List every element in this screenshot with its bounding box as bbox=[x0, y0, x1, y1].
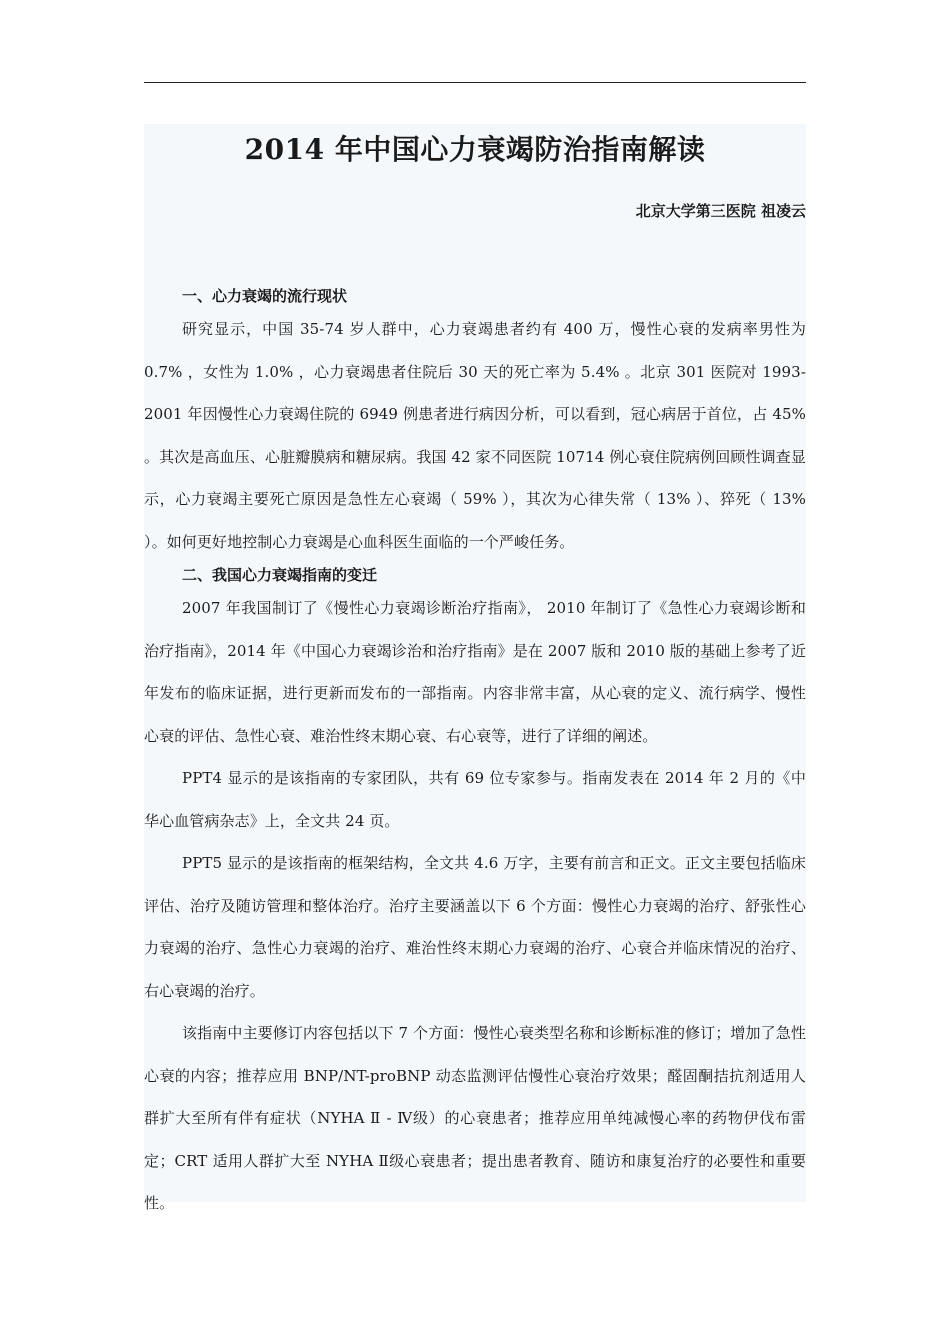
article-text bbox=[144, 284, 806, 1225]
paragraph-prevalence: 研究显示，中国 35-74 岁人群中，心力衰竭患者约有 400 万，慢性心衰的发病率男性为 0.7% ，女性为 1.0% ，心力衰竭患者住院后 30 天的死亡率为 5.4% 。北京 301 医院对 1993-2001 年因慢性心力衰竭住院的 6949 例患者进行病因分析，可以看到，冠心病居于首位，占 45% 。其次是高血压、心脏瓣膜病和糖尿病。我国 42 家不同医院 10714 例心衰住院病例回顾性调查显示，心力衰竭主要死亡原因是急性左心衰竭（ 59% ），其次为心律失常（ 13% ）、猝死（ 13% ）。如何更好地控制心力衰竭是心血科医生面临的一个严峻任务。 bbox=[144, 320, 806, 551]
paragraph-expert-team: PPT4 显示的是该指南的专家团队，共有 69 位专家参与。指南发表在 2014 年 2 月的《中华心血管病杂志》上，全文共 24 页。 bbox=[144, 769, 806, 830]
page-title: 2014 年中国心力衰竭防治指南解读 bbox=[244, 133, 706, 166]
header-rule bbox=[144, 82, 806, 83]
section-heading-prevalence: 一、心力衰竭的流行现状 bbox=[182, 287, 348, 305]
paragraph-framework: PPT5 显示的是该指南的框架结构，全文共 4.6 万字，主要有前言和正文。正文主要包括临床评估、治疗及随访管理和整体治疗。治疗主要涵盖以下 6 个方面：慢性心力衰竭的治疗、舒张性心力衰竭的治疗、急性心力衰竭的治疗、难治性终末期心力衰竭的治疗、心衰合并临床情况的治疗、右心衰竭的治疗。 bbox=[144, 854, 806, 1000]
section-heading-guideline-history: 二、我国心力衰竭指南的变迁 bbox=[182, 566, 378, 584]
article-body bbox=[144, 124, 806, 1212]
paragraph-guideline-history: 2007 年我国制订了《慢性心力衰竭诊断治疗指南》， 2010 年制订了《急性心力衰竭诊断和治疗指南》，2014 年《中国心力衰竭诊治和治疗指南》是在 2007 版和 2010 版的基础上参考了近年发布的临床证据，进行更新而发布的一部指南。内容非常丰富，从心衰的定义、流行病学、慢性心衰的评估、急性心衰、难治性终末期心衰、右心衰等，进行了详细的阐述。 bbox=[144, 599, 806, 745]
author-line: 北京大学第三医院 祖凌云 bbox=[635, 202, 806, 220]
paragraph-revisions: 该指南中主要修订内容包括以下 7 个方面：慢性心衰类型名称和诊断标准的修订；增加了急性心衰的内容；推荐应用 BNP/NT-proBNP 动态监测评估慢性心衰治疗效果；醛固酮拮抗剂适用人群扩大至所有伴有症状（NYHA Ⅱ - Ⅳ级）的心衰患者；推荐应用单纯减慢心率的药物伊伐布雷定；CRT 适用人群扩大至 NYHA Ⅱ级心衰患者；提出患者教育、随访和康复治疗的必要性和重要性。 bbox=[144, 1024, 806, 1212]
